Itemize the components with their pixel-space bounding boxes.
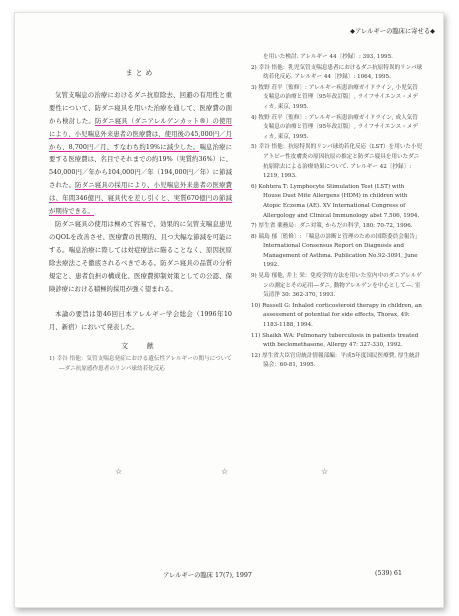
reference-item: を用いた検討. アレルギー 44〔抄録〕: 393, 1995. — [263, 54, 393, 60]
reference-item: 11) Shaikh WA: Pulmonary tuberculosis in patients treated with beclomethasone, Allergy 47: 327-330, 1992. — [251, 332, 419, 349]
reference-item: 8) 瑞島 郁〔監修〕: 「喘息の診断と管理のための国際委員会報告」International Consensus Report on Diagnosis and Management of Asthma. Publication No.92-3091, June 1992. — [251, 233, 421, 269]
presentation-note: 本論の要旨は第46回日本アレルギー学会総会（1996年10月、新宿）において発表した。 — [49, 310, 232, 332]
summary-column — [49, 67, 232, 374]
summary-text-c: 喘息治療に要する医療費は、名目でそれまでの約19%（実質約36%）に、540,000円／年から104,000円／年（194,000円／年）に節減された。 — [49, 142, 233, 190]
reference-item-1: 1) 幸谷 悟他：気管支喘息発症における遺伝性アレルギーの関与について―ダニ抗原感作患者のリンパ球幼若化反応 — [49, 356, 232, 372]
running-header: ◆アレルギーの臨床に寄せる◆ — [350, 28, 435, 35]
star-icon: ☆ — [115, 467, 123, 476]
page-footer — [15, 570, 443, 582]
reference-item: 4) 牧野 荘平〔監修〕: アレルギー疾患治療ガイドライン, 成人気管支喘息の治療と管理〔95年改訂版〕, ライフサイエンス・メディカ, 東京, 1995. — [251, 114, 418, 140]
paragraph-spacer — [49, 295, 232, 308]
reference-item: 10) Russell G: Inhaled corticosteroid therapy in children, an assessment of potential for side effects, Thorax, 49: 1183-1188, 1994. — [251, 302, 422, 329]
section-divider-stars — [15, 467, 443, 479]
summary-paragraph-1 — [49, 89, 232, 218]
summary-text-a: 気管支喘息の治療におけるダニ抗原除去、回避の有用性と重要性について、防ダニ寝具を用いた治療を通して、医療費の面から検討した。 — [49, 90, 232, 125]
star-icon: ☆ — [221, 467, 229, 476]
star-icon: ☆ — [321, 467, 329, 476]
reference-item: 7) 厚生省 薬務局：ダニ対策, からだの科学, 180: 70-72, 1996. — [251, 223, 413, 230]
reference-item: 5) 幸谷 悟他：抗原特異的リンパ球幼若化反応（LST）を用いた小児アトピー性皮膚炎の原因抗原の推定と防ダニ寝具を用いたダニ抗原除去による治療効果について. アレルギー 42〔抄録〕: 1219, 1993. — [251, 144, 423, 180]
journal-citation: アレルギーの臨床 17(7), 1997 — [163, 572, 252, 579]
reference-item: 12) 厚生省大臣官房統計情報部編：平成5年度国民医療費, 厚生統計協会：60-81, 1995. — [251, 352, 421, 369]
reference-item: 6) Kohtera T: Lymphocyte Stimulation Test (LST) with House Dust Mite Allergens (HDM) in children with Atopic Eczema (AE). XV International Congress of Allergology and Clinical Immunology abst 7.506, 1994. — [251, 183, 420, 219]
reference-item: 3) 牧野 荘平〔監修〕: アレルギー疾患治療ガイドライン, 小児気管支喘息の治療と管理〔95年改訂版〕, ライフサイエンス・メディカ, 東京, 1995. — [251, 84, 418, 110]
reference-item: 9) 見島 郁他, 井上 栄：免疫学的方法を用いた室内中のダニアレルゲンの測定とその応用―ダニ, 動物アレルゲンを中心として―. 室気清浄 30: 362-370, 1993. — [251, 273, 422, 299]
reference-item: 2) 幸谷 悟他：乳児気管支喘息患者におけるダニ抗原特異的リンパ球幼若化反応. アレルギー 44〔抄録〕: 1064, 1995. — [251, 64, 423, 81]
summary-paragraph-2: 防ダニ寝具の使用は極めて容易で、効果的に気管支喘息患児のQOLを改善させ、医療費の長期的、且つ大幅な節減を可能にする。喘息治療に際しては対症療法に陥ることなく、原因抗原除去療法こそ徹底されるべきである。防ダニ寝具の品質の分析規定と、患者負担の構成化、医療費抑制対策としての公認、保険診療における積極的採用が強く望まれる。 — [49, 219, 232, 293]
references-heading: 文 献 — [121, 342, 160, 351]
page-number: (539) 61 — [375, 570, 402, 577]
references-column — [251, 53, 423, 372]
summary-heading: まとめ — [125, 69, 156, 77]
highlighted-text-d: 防ダニ寝具の採用により、小児喘息外来患者の医療費は、年間346億円、寝具代を差し引くと、実質670億円の節減が期待できる。 — [49, 181, 233, 216]
document-page — [14, 12, 444, 608]
highlighted-text-b: 防ダニ寝具（ダニアレルゲンカット®）の使用により、小児喘息外来患者の医療費は、使用後の45,000円／月から、8,700円／月、すなわち約19%に減少した。 — [49, 116, 233, 151]
